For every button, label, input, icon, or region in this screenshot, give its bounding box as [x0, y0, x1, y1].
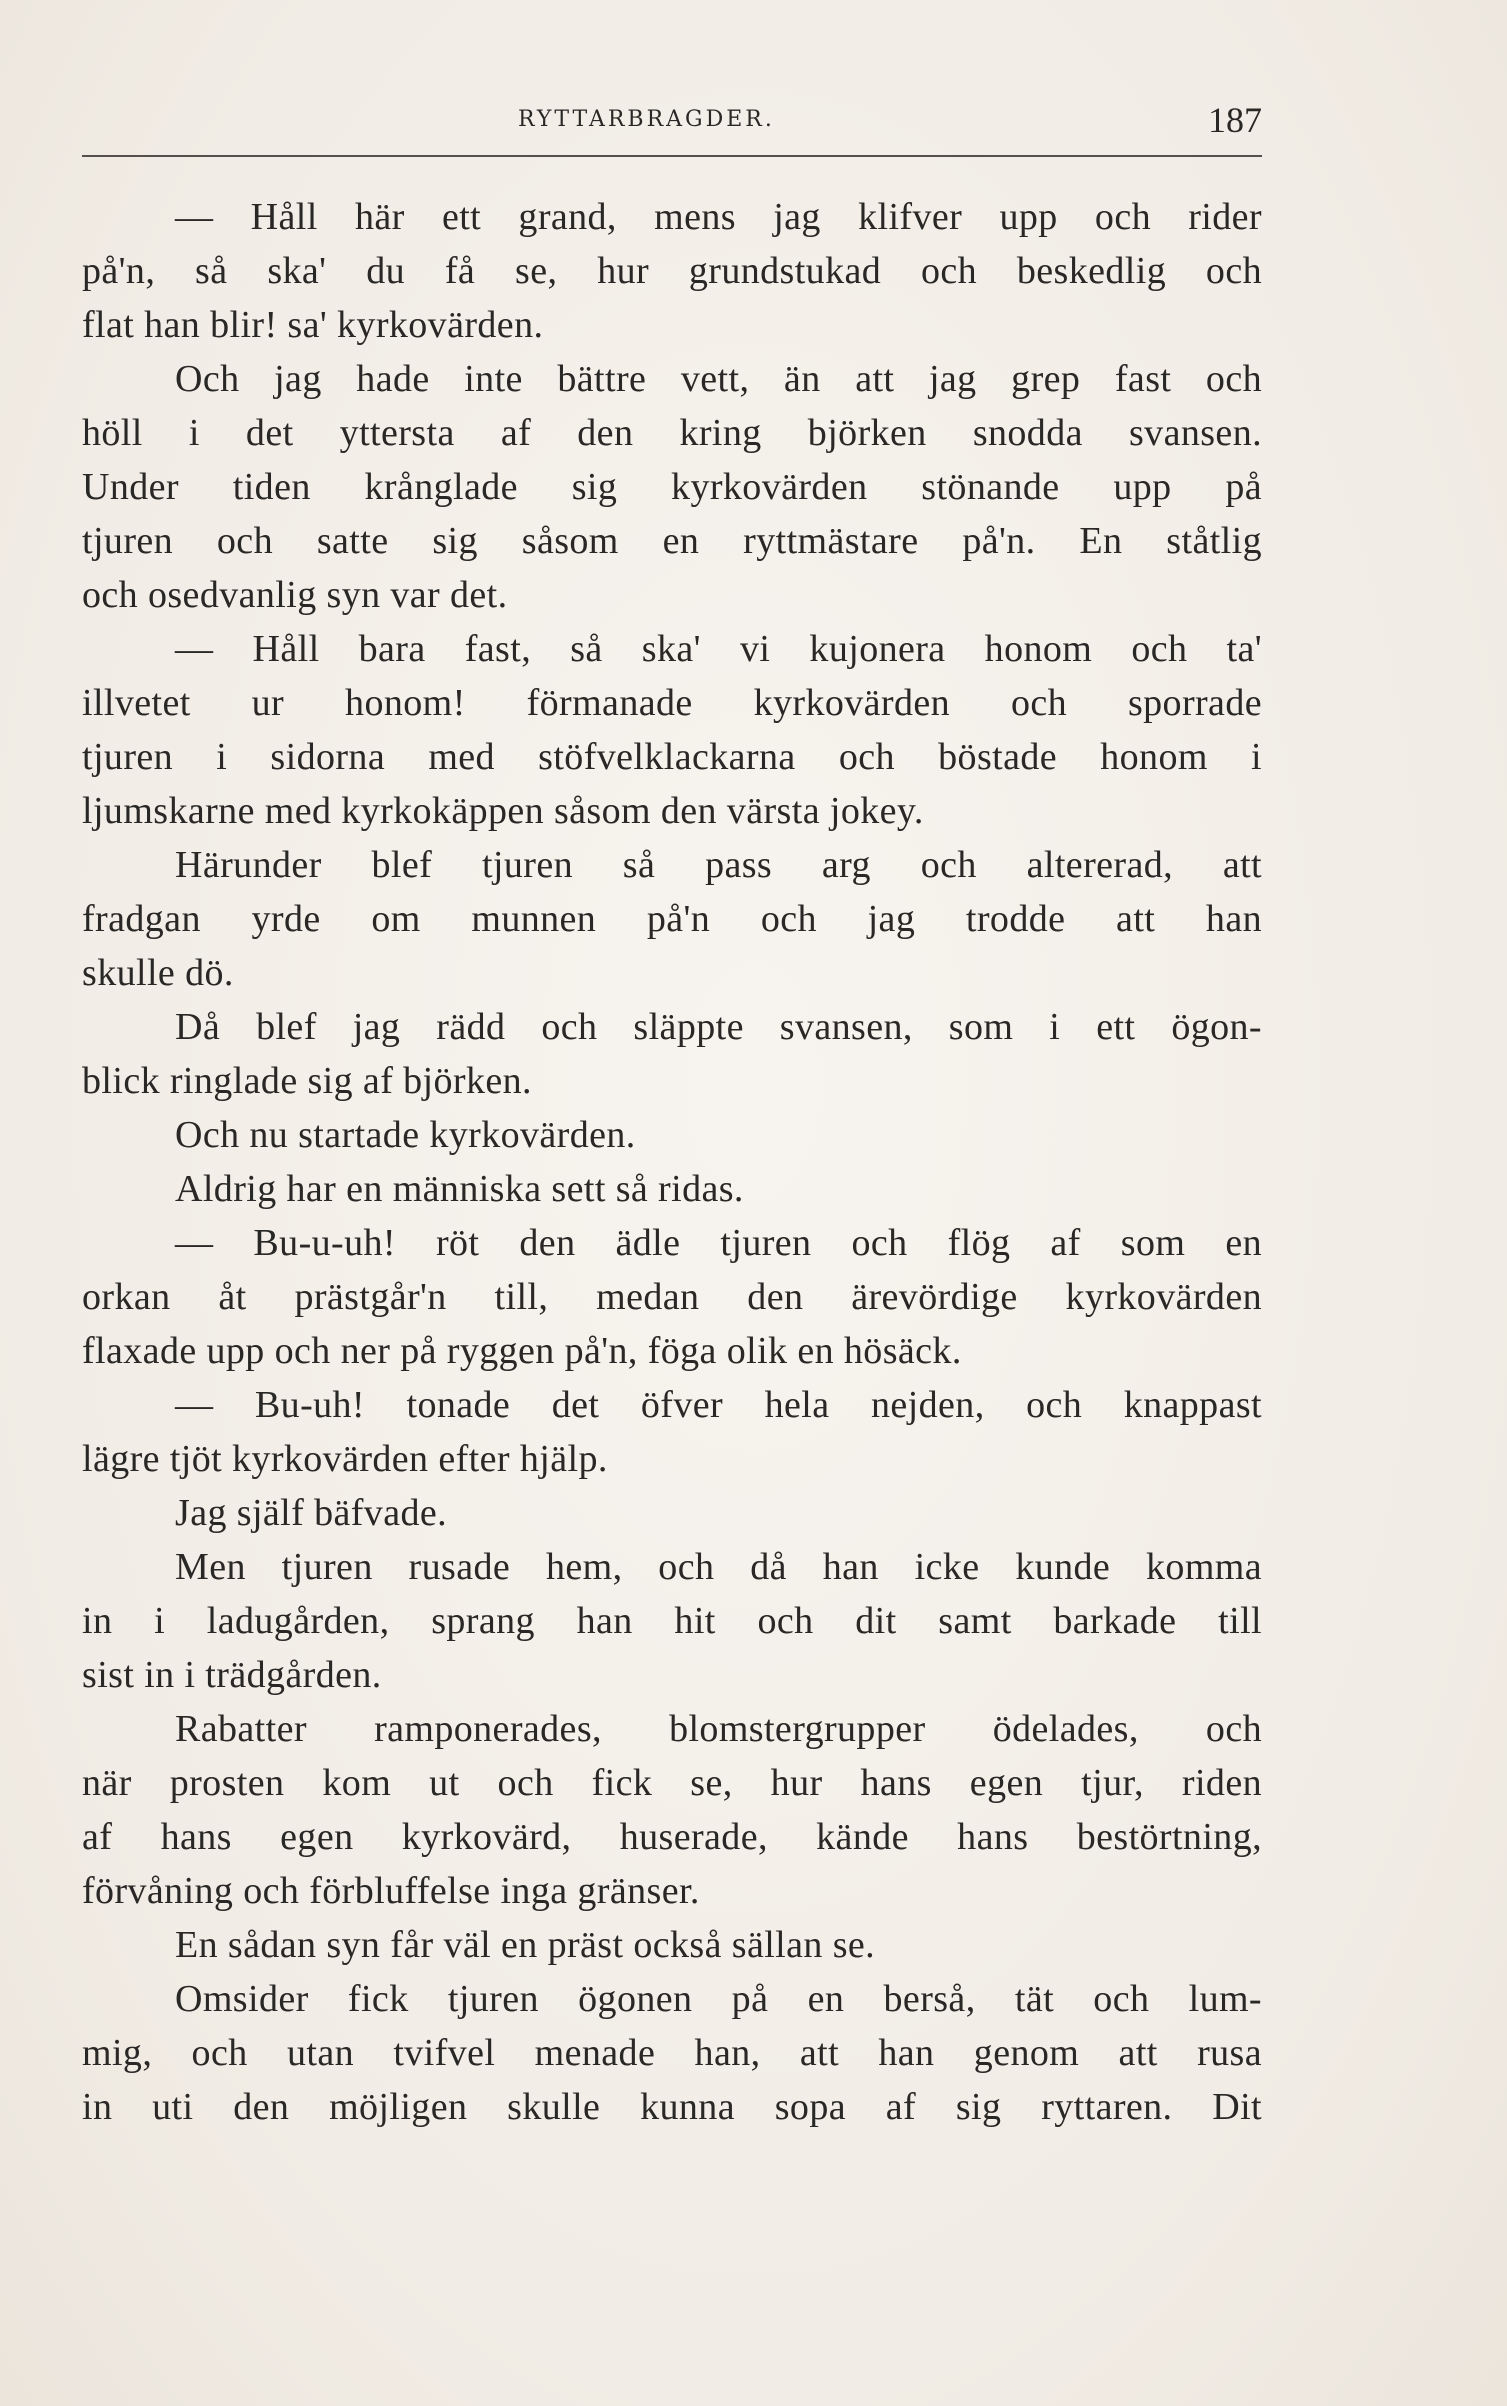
- page-number: 187: [1208, 100, 1262, 140]
- text-line: lägre tjöt kyrkovärden efter hjälp.: [82, 1438, 608, 1480]
- text-line: af hans egen kyrkovärd, huserade, kände hans bestörtning,: [82, 1816, 1262, 1858]
- text-line: höll i det yttersta af den kring björken snodda svansen.: [82, 412, 1262, 454]
- text-line: och osedvanlig syn var det.: [82, 574, 508, 616]
- text-line: tjuren i sidorna med stöfvelklackarna och böstade honom i: [82, 736, 1262, 778]
- text-line: Rabatter ramponerades, blomstergrupper ödelades, och: [175, 1708, 1262, 1750]
- page-header: [82, 95, 1262, 145]
- text-line: En sådan syn får väl en präst också sällan se.: [175, 1924, 876, 1966]
- text-line: illvetet ur honom! förmanade kyrkovärden och sporrade: [82, 682, 1262, 724]
- body-text: [82, 190, 1262, 2134]
- text-line: in i ladugården, sprang han hit och dit samt barkade till: [82, 1600, 1262, 1642]
- text-line: — Håll här ett grand, mens jag klifver upp och rider: [175, 196, 1262, 238]
- text-line: Då blef jag rädd och släppte svansen, som i ett ögon-: [175, 1006, 1262, 1048]
- text-line: Och jag hade inte bättre vett, än att jag grep fast och: [175, 358, 1262, 400]
- text-line: sist in i trädgården.: [82, 1654, 382, 1696]
- text-line: mig, och utan tvifvel menade han, att han genom att rusa: [82, 2032, 1262, 2074]
- text-line: — Bu-u-uh! röt den ädle tjuren och flög af som en: [175, 1222, 1262, 1264]
- text-line: när prosten kom ut och fick se, hur hans egen tjur, riden: [82, 1762, 1262, 1804]
- text-line: flaxade upp och ner på ryggen på'n, föga olik en hösäck.: [82, 1330, 962, 1372]
- text-line: in uti den möjligen skulle kunna sopa af sig ryttaren. Dit: [82, 2086, 1262, 2128]
- text-line: tjuren och satte sig såsom en ryttmästare på'n. En ståtlig: [82, 520, 1262, 562]
- text-line: förvåning och förbluffelse inga gränser.: [82, 1870, 700, 1912]
- text-line: — Bu-uh! tonade det öfver hela nejden, och knappast: [175, 1384, 1262, 1426]
- text-line: — Håll bara fast, så ska' vi kujonera honom och ta': [175, 628, 1262, 670]
- text-line: på'n, så ska' du få se, hur grundstukad och beskedlig och: [82, 250, 1262, 292]
- text-line: Men tjuren rusade hem, och då han icke kunde komma: [175, 1546, 1262, 1588]
- text-line: Omsider fick tjuren ögonen på en berså, tät och lum-: [175, 1978, 1262, 2020]
- text-line: fradgan yrde om munnen på'n och jag trodde att han: [82, 898, 1262, 940]
- text-line: Jag själf bäfvade.: [175, 1492, 448, 1534]
- text-line: blick ringlade sig af björken.: [82, 1060, 532, 1102]
- text-line: Under tiden krånglade sig kyrkovärden stönande upp på: [82, 466, 1262, 508]
- header-rule: [82, 155, 1262, 157]
- text-line: flat han blir! sa' kyrkovärden.: [82, 304, 544, 346]
- text-line: orkan åt prästgår'n till, medan den ärevördige kyrkovärden: [82, 1276, 1262, 1318]
- running-title: RYTTARBRAGDER.: [518, 107, 775, 132]
- text-line: Och nu startade kyrkovärden.: [175, 1114, 636, 1156]
- text-line: ljumskarne med kyrkokäppen såsom den värsta jokey.: [82, 790, 924, 832]
- text-line: Aldrig har en människa sett så ridas.: [175, 1168, 744, 1210]
- text-line: skulle dö.: [82, 952, 234, 994]
- text-line: Härunder blef tjuren så pass arg och altererad, att: [175, 844, 1262, 886]
